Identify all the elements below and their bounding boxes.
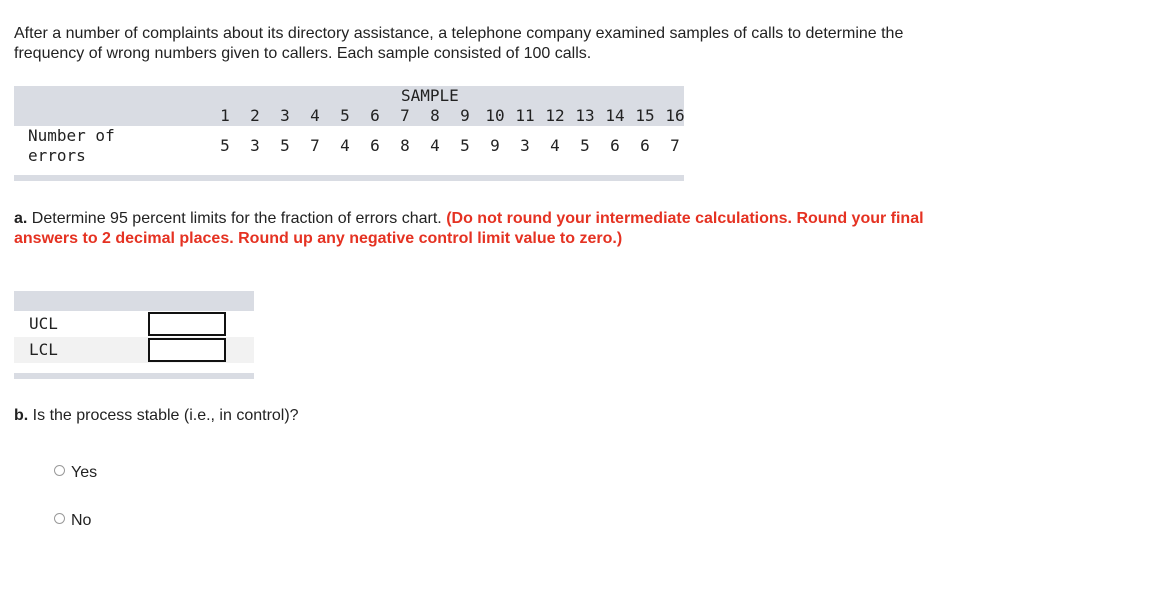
option-yes-label: Yes (71, 464, 98, 481)
sample-number-cell: 14 (605, 106, 625, 125)
error-counts-row (210, 136, 690, 156)
sample-number-cell: 13 (575, 106, 595, 125)
ucl-row (14, 311, 254, 337)
error-count-cell: 8 (400, 136, 410, 155)
error-count-cell: 3 (520, 136, 530, 155)
question-a-rounding-note: (Do not round your intermediate calculations. Round your final answers to 2 decimal places. Round up any negative control limit value to zero.) (14, 210, 924, 247)
sample-number-cell: 2 (250, 106, 260, 125)
option-no-label: No (71, 512, 92, 529)
sample-number-cell: 9 (460, 106, 470, 125)
error-count-cell: 3 (250, 136, 260, 155)
error-count-cell: 5 (280, 136, 290, 155)
problem-intro: After a number of complaints about its directory assistance, a telephone company examined samples of calls to determine the frequency of wrong numbers given to callers. Each sample consisted of 100 calls. (14, 25, 904, 62)
sample-number-cell: 10 (485, 106, 505, 125)
error-count-cell: 5 (220, 136, 230, 155)
lcl-input[interactable] (148, 338, 226, 362)
sample-data-table (14, 86, 684, 182)
error-count-cell: 6 (370, 136, 380, 155)
sample-number-cell: 3 (280, 106, 290, 125)
error-count-cell: 9 (490, 136, 500, 155)
ucl-input[interactable] (148, 312, 226, 336)
error-count-cell: 6 (610, 136, 620, 155)
sample-number-cell: 11 (515, 106, 535, 125)
sample-number-cell: 1 (220, 106, 230, 125)
sample-number-cell: 7 (400, 106, 410, 125)
error-count-cell: 7 (670, 136, 680, 155)
sample-number-cell: 15 (635, 106, 655, 125)
ucl-label: UCL (29, 314, 58, 333)
sample-number-cell: 5 (340, 106, 350, 125)
question-b-text: Is the process stable (i.e., in control)? (32, 407, 299, 424)
lcl-label: LCL (29, 340, 58, 359)
sample-number-cell: 16 (665, 106, 685, 125)
error-count-cell: 6 (640, 136, 650, 155)
limits-bottom-band (14, 373, 254, 379)
table-bottom-band (14, 175, 684, 181)
control-limits-table (14, 291, 254, 379)
row-label-number-of-errors: Number of errors (28, 126, 115, 165)
question-a-text: Determine 95 percent limits for the fraction of errors chart. (31, 210, 442, 227)
error-count-cell: 7 (310, 136, 320, 155)
error-count-cell: 4 (550, 136, 560, 155)
question-a (14, 209, 934, 249)
question-b (14, 406, 934, 426)
yes-radio-button[interactable] (54, 465, 65, 476)
lcl-row (14, 337, 254, 363)
limits-header-band (14, 291, 254, 311)
question-b-letter: b. (14, 407, 29, 424)
question-a-letter: a. (14, 210, 28, 227)
sample-numbers-row (210, 106, 690, 126)
sample-number-cell: 4 (310, 106, 320, 125)
option-no[interactable] (54, 512, 91, 530)
error-count-cell: 4 (340, 136, 350, 155)
no-radio-button[interactable] (54, 513, 65, 524)
option-yes[interactable] (54, 464, 97, 482)
sample-header: SAMPLE (401, 86, 459, 105)
error-count-cell: 4 (430, 136, 440, 155)
sample-number-cell: 8 (430, 106, 440, 125)
sample-number-cell: 6 (370, 106, 380, 125)
error-count-cell: 5 (460, 136, 470, 155)
error-count-cell: 5 (580, 136, 590, 155)
sample-number-cell: 12 (545, 106, 565, 125)
